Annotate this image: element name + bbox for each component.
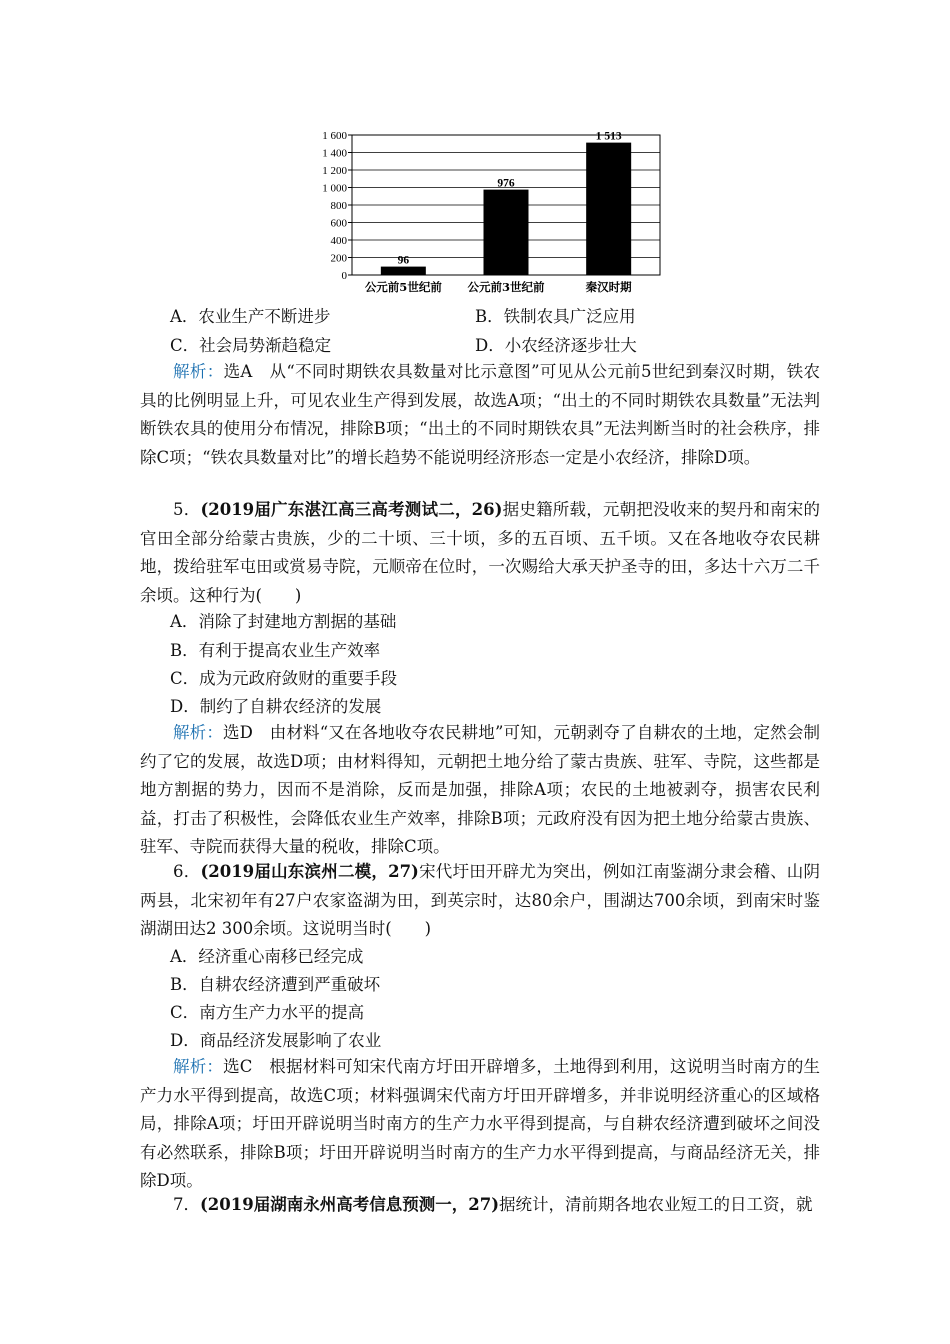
q5-stem [140,496,820,610]
analysis-label: 解析： [173,723,223,742]
bar-value-label: 96 [397,254,410,267]
q5-option-d[interactable]: D．制约了自耕农经济的发展 [170,697,382,716]
bar-value-label: 976 [497,177,515,190]
q5-option-c[interactable]: C．成为元政府敛财的重要手段 [170,669,398,688]
q5-source: (2019届广东湛江高三高考测试二，26) [200,500,503,519]
q6-option-a[interactable]: A．经济重心南移已经完成 [170,947,364,966]
q6-source: (2019届山东滨州二模，27) [200,862,419,881]
q7-number: 7． [173,1195,200,1214]
q4-analysis-text: 选A 从“不同时期铁农具数量对比示意图”可见从公元前5世纪到秦汉时期，铁农具的比例明显上升，可见农业生产得到发展，故选A项；“出土的不同时期铁农具数量”无法判断铁农具的使用分布情况，排除B项；“出土的不同时期铁农具”无法判断当时的社会秩序，排除C项；“铁农具数量对比”的增长趋势不能说明经济形态一定是小农经济，排除D项。 [140,362,820,467]
q7-source: (2019届湖南永州高考信息预测一，27) [200,1195,499,1214]
y-tick-label: 400 [330,235,347,247]
x-category-label: 公元前5世纪前 [364,280,442,294]
x-axis-labels [365,280,632,294]
analysis-label: 解析： [173,362,224,381]
q4-option-c[interactable]: C．社会局势渐趋稳定 [170,336,332,355]
q5-analysis-text: 选D 由材料“又在各地收夺农民耕地”可知，元朝剥夺了自耕农的土地，定然会制约了它的发展，故选D项；由材料得知，元朝把土地分给了蒙古贵族、驻军、寺院，这些都是地方割据的势力，因而不是消除，反而是加强，排除A项；农民的土地被剥夺，损害农民利益，打击了积极性，会降低农业生产效率，排除B项；元政府没有因为把土地分给蒙古贵族、驻军、寺院而获得大量的税收，排除C项。 [140,723,820,857]
q7-stem [140,1191,820,1220]
q4-analysis [140,358,820,472]
q6-stem-text: 宋代圩田开辟尤为突出，例如江南鉴湖分隶会稽、山阴两县，北宋初年有27户农家盗湖为田，到英宗时，达80余户，围湖达700余顷，到南宋时鉴湖湖田达2 300余顷。这说明当时( ) [140,862,821,939]
iron-tools-bar-chart [300,120,680,305]
q6-option-c[interactable]: C．南方生产力水平的提高 [170,1003,365,1022]
y-tick-label: 1 400 [322,147,347,160]
q6-option-d[interactable]: D．商品经济发展影响了农业 [170,1031,382,1050]
bar [381,267,426,275]
q4-option-d[interactable]: D．小农经济逐步壮大 [475,336,637,355]
q6-number: 6． [173,862,201,881]
y-tick-label: 600 [330,217,347,230]
x-category-label: 公元前3世纪前 [467,280,545,294]
bar [484,190,529,275]
y-axis [322,130,352,282]
q4-options-row-2 [170,332,850,356]
q5-option-a[interactable]: A．消除了封建地方割据的基础 [170,612,397,631]
y-tick-label: 1 600 [322,130,347,142]
q4-option-b[interactable]: B．铁制农具广泛应用 [475,307,636,326]
q6-analysis-text: 选C 根据材料可知宋代南方圩田开辟增多，土地得到利用，这说明当时南方的生产力水平得到提高，故选C项；材料强调宋代南方圩田开辟增多，并非说明经济重心的区域格局，排除A项；圩田开辟说明当时南方的生产力水平得到提高，与自耕农经济遭到破坏之间没有必然联系，排除B项；圩田开辟说明当时南方的生产力水平得到提高，与商品经济无关，排除D项。 [140,1057,821,1191]
y-tick-label: 1 200 [322,165,347,177]
q5-stem-text: 据史籍所载，元朝把没收来的契丹和南宋的官田全部分给蒙古贵族，少的二十顷、三十顷，多的五百顷、五千顷。又在各地收夺农民耕地，拨给驻军屯田或赏易寺院，元顺帝在位时，一次赐给大承天护圣寺的田，多达十六万二千余顷。这种行为( ) [140,500,821,605]
q4-option-a[interactable]: A．农业生产不断进步 [170,307,331,326]
q5-analysis [140,719,820,862]
y-tick-label: 200 [330,252,347,265]
analysis-label: 解析： [173,1057,224,1076]
y-tick-label: 1 000 [322,182,347,195]
x-category-label: 秦汉时期 [585,280,632,294]
q5-option-b[interactable]: B．有利于提高农业生产效率 [170,641,381,660]
q5-number: 5． [173,500,201,519]
q4-options-row-1 [170,303,850,327]
q6-analysis [140,1053,820,1196]
bar [586,143,631,275]
y-tick-label: 0 [341,270,347,282]
y-tick-label: 800 [330,200,347,212]
q7-stem-text: 据统计，清前期各地农业短工的日工资，就 [499,1195,813,1214]
q6-option-b[interactable]: B．自耕农经济遭到严重破坏 [170,975,381,994]
q6-stem [140,858,820,944]
bar-value-label: 1 513 [595,130,622,143]
